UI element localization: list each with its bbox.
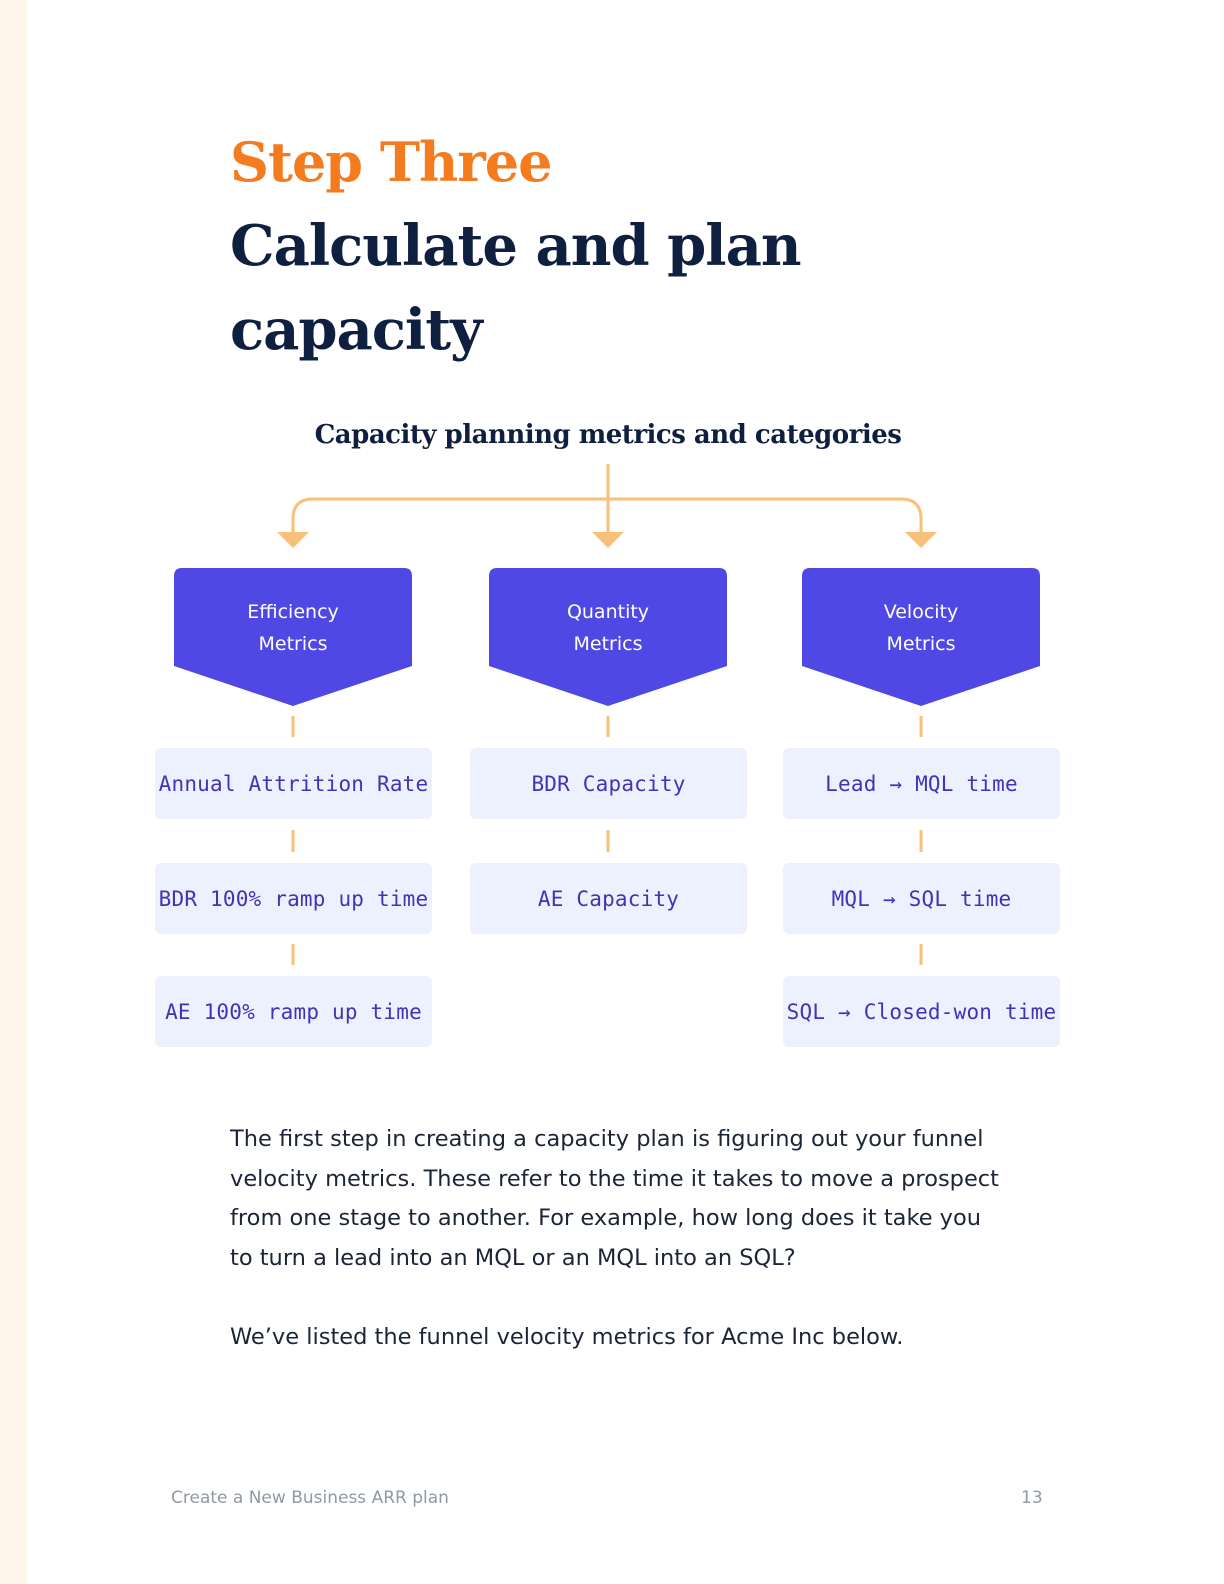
footer-document-title: Create a New Business ARR plan	[171, 1488, 449, 1508]
metric-ae-capacity: AE Capacity	[470, 863, 747, 934]
footer-page-number: 13	[1021, 1488, 1043, 1508]
arrow-head-right	[905, 532, 937, 548]
metric-sql-to-closed-won-time: SQL → Closed-won time	[783, 976, 1060, 1047]
top-connector-left	[293, 499, 608, 534]
category-quantity-metrics	[489, 568, 727, 708]
metric-ae-ramp-up-time: AE 100% ramp up time	[155, 976, 432, 1047]
metric-lead-to-mql-time: Lead → MQL time	[783, 748, 1060, 819]
metric-mql-to-sql-time: MQL → SQL time	[783, 863, 1060, 934]
arrow-head-center	[592, 532, 624, 548]
category-label: Efficiency Metrics	[247, 601, 339, 655]
top-connector-right	[608, 499, 921, 534]
body-paragraph: The first step in creating a capacity plan is figuring out your funnel velocity metrics. These refer to the time it takes to move a prospect from one stage to another. For example, how long does it take you to turn a lead into an MQL or an MQL into an SQL?	[230, 1126, 999, 1271]
step-label: Step Three	[230, 130, 552, 194]
category-efficiency-metrics	[174, 568, 412, 708]
diagram-title: Capacity planning metrics and categories	[314, 420, 902, 450]
category-label: Quantity Metrics	[566, 601, 650, 655]
arrow-head-left	[277, 532, 309, 548]
category-velocity-metrics	[802, 568, 1040, 708]
metric-annual-attrition-rate: Annual Attrition Rate	[155, 748, 432, 819]
page-title: Calculate and plan capacity	[230, 213, 801, 363]
category-label: Velocity Metrics	[883, 601, 959, 655]
body-paragraph-note: We’ve listed the funnel velocity metrics for Acme Inc below.	[230, 1324, 904, 1350]
metric-bdr-ramp-up-time: BDR 100% ramp up time	[155, 863, 432, 934]
metric-bdr-capacity: BDR Capacity	[470, 748, 747, 819]
